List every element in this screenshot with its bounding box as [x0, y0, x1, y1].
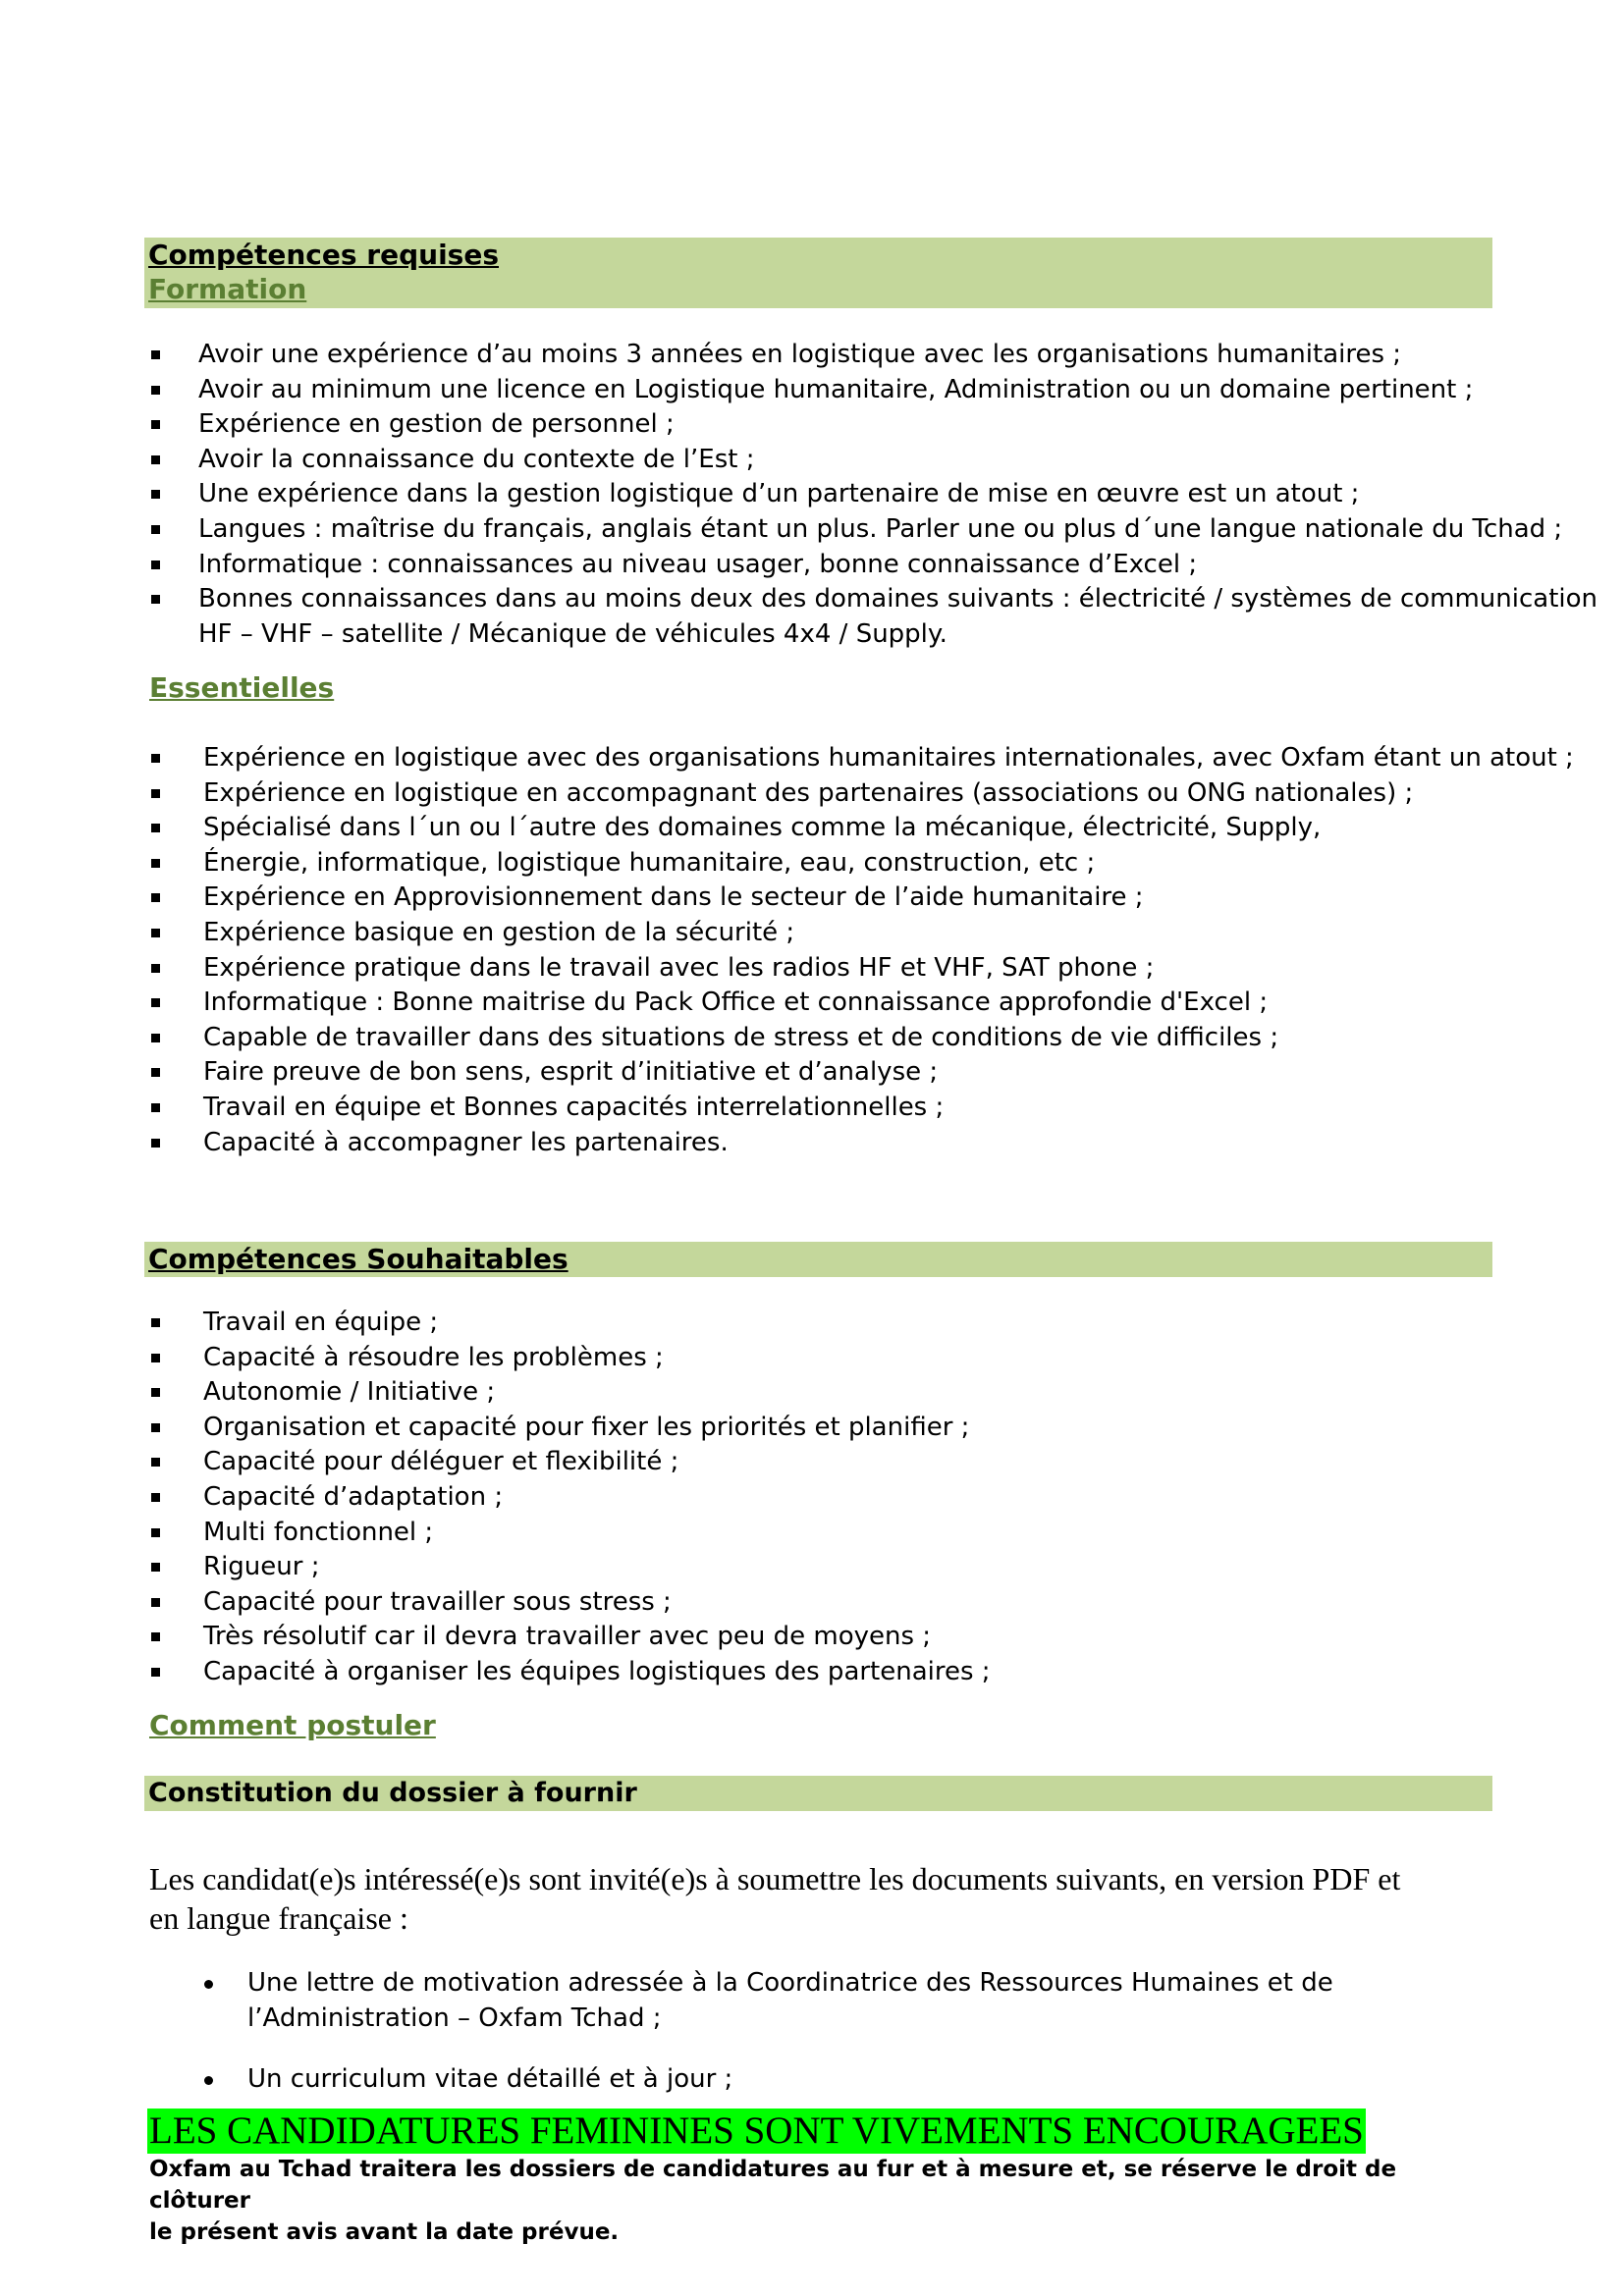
documents-list — [247, 1965, 1333, 2036]
closing-note-line: le présent avis avant la date prévue. — [149, 2219, 620, 2245]
closing-note — [149, 2154, 1455, 2248]
list-item: Informatique : Bonne maitrise du Pack Office et connaissance approfondie d'Excel ; — [203, 986, 1574, 1021]
section-title-constitution-dossier: Constitution du dossier à fournir — [148, 1778, 637, 1808]
list-item: Très résolutif car il devra travailler avec peu de moyens ; — [203, 1620, 991, 1655]
list-item: Travail en équipe ; — [203, 1306, 991, 1341]
list-item: Capacité à organiser les équipes logistiques des partenaires ; — [203, 1655, 991, 1690]
list-item: Capacité d’adaptation ; — [203, 1480, 991, 1516]
documents-list — [247, 2061, 732, 2097]
apply-intro-line: Les candidat(e)s intéressé(e)s sont invité(e)s à soumettre les documents suivants, en version PDF et — [149, 1861, 1401, 1896]
list-item: Organisation et capacité pour fixer les priorités et planifier ; — [203, 1411, 991, 1446]
section-title-comment-postuler: Comment postuler — [149, 1709, 436, 1741]
section-header-band — [144, 238, 1492, 308]
list-item: Autonomie / Initiative ; — [203, 1375, 991, 1411]
apply-intro — [149, 1859, 1400, 1938]
list-item: Multi fonctionnel ; — [203, 1516, 991, 1551]
section-header-band — [144, 1776, 1492, 1811]
list-item: Avoir une expérience d’au moins 3 années en logistique avec les organisations humanitaires ; — [198, 338, 1597, 373]
list-item: Capacité à accompagner les partenaires. — [203, 1126, 1574, 1161]
list-item: Avoir la connaissance du contexte de l’Est ; — [198, 443, 1597, 478]
section-title-competences-requises: Compétences requises — [148, 239, 499, 271]
section-header-band — [144, 1242, 1492, 1277]
list-item-line: l’Administration – Oxfam Tchad ; — [247, 2003, 662, 2033]
essentielles-list — [203, 741, 1574, 1160]
list-item: Une expérience dans la gestion logistique d’un partenaire de mise en œuvre est un atout ; — [198, 477, 1597, 512]
apply-intro-line: en langue française : — [149, 1900, 408, 1936]
list-item: Spécialisé dans l´un ou l´autre des domaines comme la mécanique, électricité, Supply, — [203, 811, 1574, 846]
list-item: Capacité pour déléguer et flexibilité ; — [203, 1445, 991, 1480]
formation-list — [198, 338, 1597, 652]
souhaitables-list — [203, 1306, 991, 1690]
list-item: Expérience en Approvisionnement dans le secteur de l’aide humanitaire ; — [203, 881, 1574, 916]
list-item: Énergie, informatique, logistique humanitaire, eau, construction, etc ; — [203, 846, 1574, 881]
list-item-line: Une lettre de motivation adressée à la Coordinatrice des Ressources Humaines et de — [247, 1968, 1333, 1998]
list-item: Bonnes connaissances dans au moins deux des domaines suivants : électricité / systèmes de communication — [198, 582, 1597, 617]
list-item: Capable de travailler dans des situations de stress et de conditions de vie difficiles ; — [203, 1021, 1574, 1056]
list-item — [247, 1965, 1333, 2036]
list-item: Un curriculum vitae détaillé et à jour ; — [247, 2061, 732, 2097]
list-item: Faire preuve de bon sens, esprit d’initiative et d’analyse ; — [203, 1055, 1574, 1091]
closing-note-line: Oxfam au Tchad traitera les dossiers de candidatures au fur et à mesure et, se réserve le droit de clôturer — [149, 2157, 1397, 2214]
list-item: Informatique : connaissances au niveau usager, bonne connaissance d’Excel ; — [198, 548, 1597, 583]
list-item: Langues : maîtrise du français, anglais étant un plus. Parler une ou plus d´une langue nationale du Tchad ; — [198, 512, 1597, 548]
list-item: Avoir au minimum une licence en Logistique humanitaire, Administration ou un domaine pertinent ; — [198, 373, 1597, 408]
list-item: Capacité pour travailler sous stress ; — [203, 1585, 991, 1621]
section-title-competences-souhaitables: Compétences Souhaitables — [148, 1243, 568, 1275]
list-item: Expérience en logistique en accompagnant des partenaires (associations ou ONG nationales) ; — [203, 776, 1574, 812]
list-item: Rigueur ; — [203, 1550, 991, 1585]
list-item: Expérience en logistique avec des organisations humanitaires internationales, avec Oxfam étant un atout ; — [203, 741, 1574, 776]
section-subtitle-formation: Formation — [148, 273, 307, 305]
list-item: Expérience en gestion de personnel ; — [198, 407, 1597, 443]
section-title-essentielles: Essentielles — [149, 671, 335, 704]
list-item: Expérience basique en gestion de la sécurité ; — [203, 916, 1574, 951]
list-item-continuation: HF – VHF – satellite / Mécanique de véhicules 4x4 / Supply. — [198, 618, 947, 649]
list-item: Capacité à résoudre les problèmes ; — [203, 1341, 991, 1376]
list-item: Travail en équipe et Bonnes capacités interrelationnelles ; — [203, 1091, 1574, 1126]
encouragement-banner: LES CANDIDATURES FEMININES SONT VIVEMENTS ENCOURAGEES — [149, 2109, 1364, 2152]
list-item: Expérience pratique dans le travail avec les radios HF et VHF, SAT phone ; — [203, 951, 1574, 987]
